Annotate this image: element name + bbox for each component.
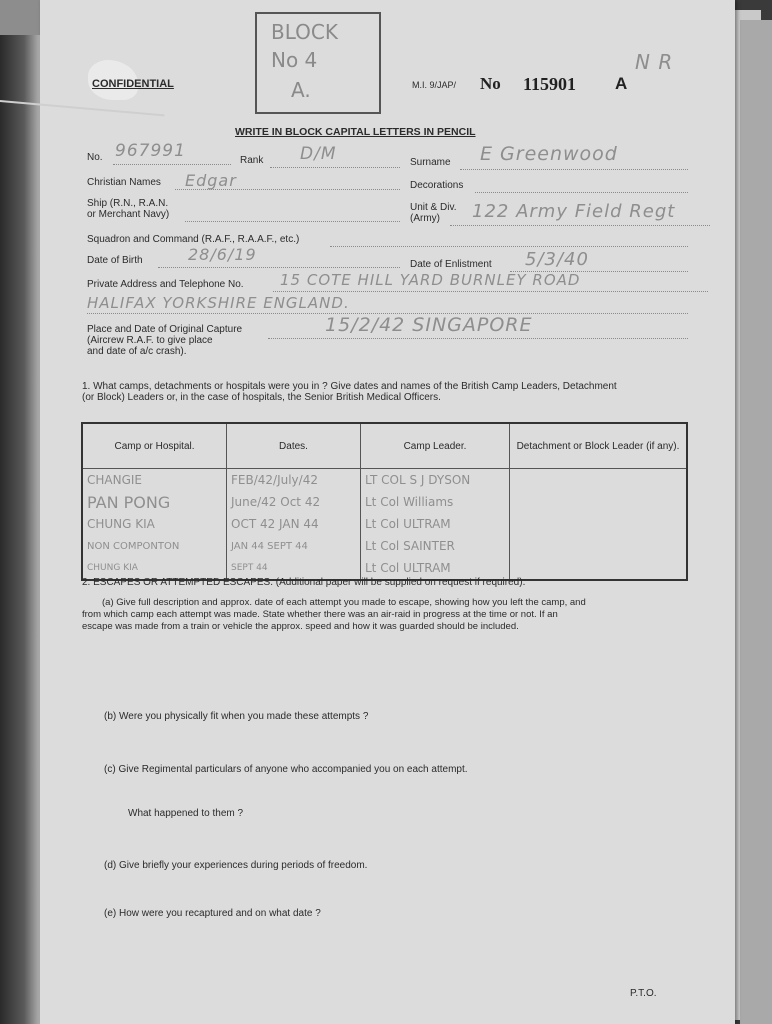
table-cell: PAN PONG: [82, 491, 227, 513]
enlistment-value: 5/3/40: [525, 249, 589, 270]
camps-table: [81, 422, 688, 581]
unit-label-2: (Army): [410, 213, 440, 224]
decorations-line: [475, 192, 688, 193]
table-cell: Lt Col SAINTER: [361, 535, 510, 557]
unit-label: Unit & Div.: [410, 202, 457, 213]
form-reference: M.I. 9/JAP/: [412, 80, 457, 90]
christian-names-label: Christian Names: [87, 177, 161, 188]
decorations-label: Decorations: [410, 180, 464, 191]
column-header: Detachment or Block Leader (if any).: [510, 423, 688, 469]
surname-line: [460, 169, 688, 170]
squadron-line: [330, 246, 688, 247]
capture-label-1: Place and Date of Original Capture: [87, 324, 243, 335]
ship-label-2: or Merchant Navy): [87, 209, 170, 220]
surname-value: E Greenwood: [480, 143, 618, 165]
address-value-1: 15 COTE HILL YARD BURNLEY ROAD: [280, 271, 581, 289]
question-a-line-2: from which camp each attempt was made. State whether there was an air-raid in progress at the time or not. If an: [82, 609, 558, 620]
dob-label: Date of Birth: [87, 255, 143, 266]
table-cell: Lt Col ULTRAM: [361, 513, 510, 535]
ship-line: [185, 221, 400, 222]
table-cell: OCT 42 JAN 44: [227, 513, 361, 535]
form-number: 115901: [523, 74, 577, 94]
table-cell: [510, 557, 688, 580]
table-cell: NON COMPONTON: [82, 535, 227, 557]
capture-line: [268, 338, 688, 339]
instruction-heading: WRITE IN BLOCK CAPITAL LETTERS IN PENCIL: [235, 126, 476, 138]
table-cell: SEPT 44: [227, 557, 361, 580]
table-cell: FEB/42/July/42: [227, 469, 361, 492]
table-cell: [510, 535, 688, 557]
table-cell: [510, 513, 688, 535]
stamp-line-3: A.: [291, 78, 311, 102]
question-c: (c) Give Regimental particulars of anyone who accompanied you on each attempt.: [104, 764, 468, 775]
document-page: [40, 0, 735, 1024]
dob-line: [158, 267, 400, 268]
table-row: [82, 491, 687, 513]
table-cell: CHUNG KIA: [82, 513, 227, 535]
unit-line: [450, 225, 710, 226]
table-cell: June/42 Oct 42: [227, 491, 361, 513]
column-header: Dates.: [227, 423, 361, 469]
rank-label: Rank: [240, 155, 264, 166]
ship-label: Ship (R.N., R.A.N.: [87, 198, 169, 209]
form-series: A: [615, 74, 628, 93]
table-cell: Lt Col ULTRAM: [361, 557, 510, 580]
no-label: No.: [87, 152, 103, 163]
table-cell: [510, 469, 688, 492]
rank-line: [270, 167, 400, 168]
question-d: (d) Give briefly your experiences during periods of freedom.: [104, 860, 368, 871]
table-cell: CHUNG KIA: [82, 557, 227, 580]
rank-value: D/M: [300, 144, 337, 164]
section2-heading: 2. ESCAPES OR ATTEMPTED ESCAPES. (Additional paper will be supplied on request if required).: [82, 577, 526, 588]
capture-value: 15/2/42 SINGAPORE: [325, 314, 533, 336]
classification-label: CONFIDENTIAL: [92, 78, 174, 90]
dob-value: 28/6/19: [188, 245, 257, 264]
address-value-2: HALIFAX YORKSHIRE ENGLAND.: [87, 294, 350, 312]
table-row: [82, 469, 687, 492]
column-header: Camp Leader.: [361, 423, 510, 469]
block-stamp: [255, 12, 381, 114]
table-cell: [510, 491, 688, 513]
section1-question-line-2: (or Block) Leaders or, in the case of hospitals, the Senior British Medical Officers.: [82, 392, 441, 403]
number-prefix: No: [480, 74, 501, 93]
column-header: Camp or Hospital.: [82, 423, 227, 469]
no-line: [113, 164, 231, 165]
squadron-label: Squadron and Command (R.A.F., R.A.A.F., etc.): [87, 234, 300, 245]
question-c-followup: What happened to them ?: [128, 808, 244, 819]
address-label: Private Address and Telephone No.: [87, 279, 244, 290]
table-cell: JAN 44 SEPT 44: [227, 535, 361, 557]
table-row: [82, 513, 687, 535]
section1-question-line-1: 1. What camps, detachments or hospitals were you in ? Give dates and names of the British Camp Leaders, Detachment: [82, 381, 617, 392]
question-a-line-1: (a) Give full description and approx. date of each attempt you made to escape, showing how you left the camp, and: [102, 597, 586, 608]
christian-names-value: Edgar: [185, 171, 237, 190]
stamp-line-2: No 4: [271, 48, 318, 72]
pto-label: P.T.O.: [630, 988, 657, 999]
question-b: (b) Were you physically fit when you made these attempts ?: [104, 711, 369, 722]
capture-label-3: and date of a/c crash).: [87, 346, 187, 357]
table-cell: Lt Col Williams: [361, 491, 510, 513]
corner-mark: N R: [635, 50, 674, 74]
question-e: (e) How were you recaptured and on what date ?: [104, 908, 321, 919]
unit-value: 122 Army Field Regt: [472, 201, 676, 222]
table-cell: LT COL S J DYSON: [361, 469, 510, 492]
enlistment-label: Date of Enlistment: [410, 259, 492, 270]
capture-label-2: (Aircrew R.A.F. to give place: [87, 335, 213, 346]
no-value: 967991: [115, 141, 186, 161]
stamp-line-1: BLOCK: [271, 20, 338, 44]
back-sheet-edge: [740, 20, 772, 1024]
question-a-line-3: escape was made from a train or vehicle the approx. speed and how it was guarded should be included.: [82, 621, 519, 632]
camps-table-header: [82, 423, 687, 469]
table-row: [82, 535, 687, 557]
surname-label: Surname: [410, 157, 451, 168]
table-cell: CHANGIE: [82, 469, 227, 492]
address-line-1: [273, 291, 708, 292]
